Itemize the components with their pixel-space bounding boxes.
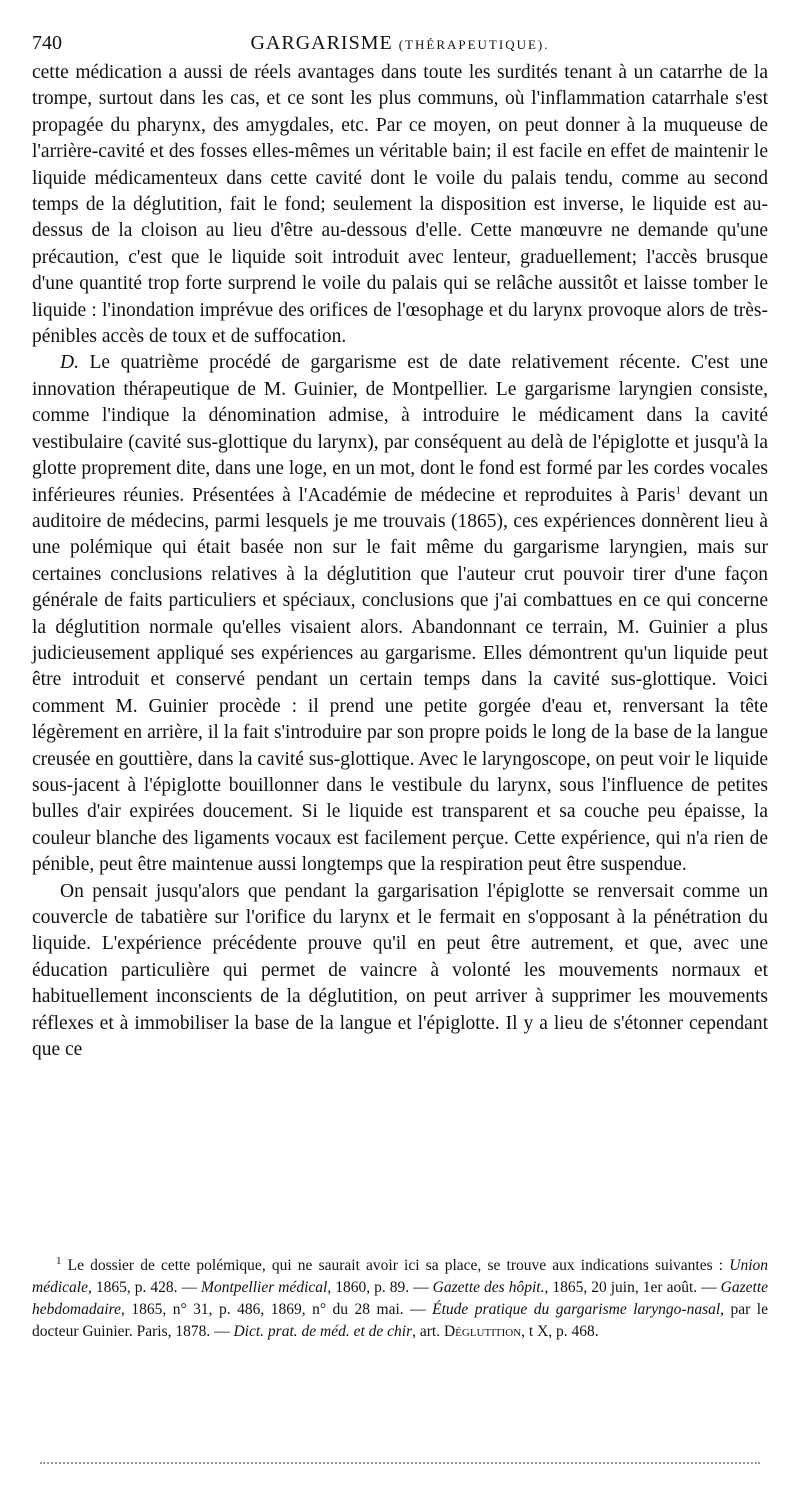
citation-title: Union médicale [32,1257,768,1296]
footnote-text: , par le docteur Guinier. Paris, 1878. — [32,1301,768,1340]
footnote-text: , art. [412,1323,444,1340]
running-title [32,30,768,58]
page-bottom-rule [40,1462,760,1464]
paragraph-2-text-a: Le quatrième procédé de gargarisme est de date relativement récente. C'est une innovation thérapeutique de M. Guinier, de Montpellier. Le gargarisme laryngien consiste, comme l'indique la dénomination admise, à introduire le médicament dans la cavité vestibulaire (cavité sus-glottique du larynx), par conséquent au delà de l'épiglotte et jusqu'à la glotte proprement dite, dans une loge, en un mot, dont le fond est formé par les cordes vocales inférieures réunies. Présentées à l'Académie de médecine et reproduites à Paris [32,352,768,506]
citation-article: Déglutition [443,1323,522,1340]
citation-title: Étude pratique du gargarisme laryngo-nasal [432,1301,721,1318]
citation-title: Gazette hebdomadaire [32,1279,769,1318]
paragraph-3: On pensait jusqu'alors que pendant la gargarisation l'épiglotte se renversait comme un couvercle de tabatière sur l'orifice du larynx et le fermait en s'opposant à la pénétration du liquide. L'expérience précédente prouve qu'il en peut être autrement, et que, avec une éducation particulière qui permet de vaincre à volonté les mouvements normaux et habituellement inconscients de la déglutition, on peut arriver à supprimer les mouvements réflexes et à immobiliser la base de la langue et l'épiglotte. Il y a lieu de s'étonner cependant que ce [32,880,768,1061]
paragraph-2-label: D. [60,352,79,374]
paragraph-2 [32,350,768,878]
footnote-mark: 1 [56,1254,62,1267]
paragraph-2-text-b: devant un auditoire de médecins, parmi lesquels je me trouvais (1865), ces expériences donnèrent lieu à une polémique qui était basée non sur le fait même du gargarisme laryngien, mais sur certaines conclusions relatives à la déglutition que l'auteur crut pouvoir tirer d'une façon générale de faits particuliers et spéciaux, conclusions que j'ai combattues en ce qui concerne la déglutition normale qu'elles visaient alors. Abandonnant ce terrain, M. Guinier a plus judicieusement appliqué ses expériences au gargarisme. Elles démontrent qu'un liquide peut être introduit et conservé pendant un certain temps dans la cavité sus-glottique. Voici comment M. Guinier procède : il prend une petite gorgée d'eau et, renversant la tête légèrement en arrière, il la fait s'introduire par son propre poids le long de la base de la langue creusée en gouttière, dans la cavité sus-glottique. Avec le laryngoscope, on peut voir le liquide sous-jacent à l'épiglotte bouillonner dans le vestibule du larynx, sous l'influence de petites bulles d'air expirées doucement. Si le liquide est transparent et sa couche peu épaisse, la couleur blanche des ligaments vocaux est facilement perçue. Cette expérience, qui n'a rien de pénible, peut être maintenue aussi longtemps que la respiration peut être suspendue. [32,484,769,876]
running-title-sub: (THÉRAPEUTIQUE). [398,37,550,52]
citation-title: Montpellier médical [201,1279,328,1296]
paragraph-1: cette médication a aussi de réels avantages dans toute les surdités tenant à un catarrhe de la trompe, surtout dans les cas, et ce sont les plus communs, où l'inflammation catarrhale s'est propagée du pharynx, des amygdales, etc. Par ce moyen, on peut donner à la muqueuse de l'arrière-cavité et des fosses elles-mêmes un véritable bain; il est facile en effet de maintenir le liquide médicamenteux dans cette cavité dont le voile du palais tendu, comme au second temps de la déglutition, fait le fond; seulement la disposition est inverse, le liquide est au-dessus de la cloison au lieu d'être au-dessous d'elle. Cette manœuvre ne demande qu'une précaution, c'est que le liquide soit introduit avec lenteur, graduellement; l'accès brusque d'une quantité trop forte surprend le voile du palais qui se relâche aussitôt et laisse tomber le liquide : l'inondation imprévue des orifices de l'œsophage et du larynx provoque alors de très-pénibles accès de toux et de suffocation. [32,62,768,348]
footnote-text: , 1865, p. 428. — [87,1279,202,1296]
footnote-ref[interactable]: 1 [675,484,682,496]
footnote-text: , 1865, 20 juin, 1er août. — [544,1279,721,1296]
footnotes [32,1255,768,1343]
running-title-main: GARGARISME [250,32,393,54]
footnote-text: , 1860, p. 89. — [327,1279,433,1296]
page-number: 740 [32,32,62,54]
main-text [32,60,768,1063]
citation-title: Dict. prat. de méd. et de chir [233,1323,413,1340]
footnote-text: Le dossier de cette polémique, qui ne saurait avoir ici sa place, se trouve aux indications suivantes : [61,1257,730,1274]
page-header [32,30,768,56]
footnote-text: , t X, p. 468. [521,1323,599,1340]
citation-title: Gazette des hôpit. [432,1279,545,1296]
footnote-text: , 1865, n° 31, p. 486, 1869, n° du 28 mai. — [120,1301,433,1318]
footnote-1 [32,1255,768,1343]
